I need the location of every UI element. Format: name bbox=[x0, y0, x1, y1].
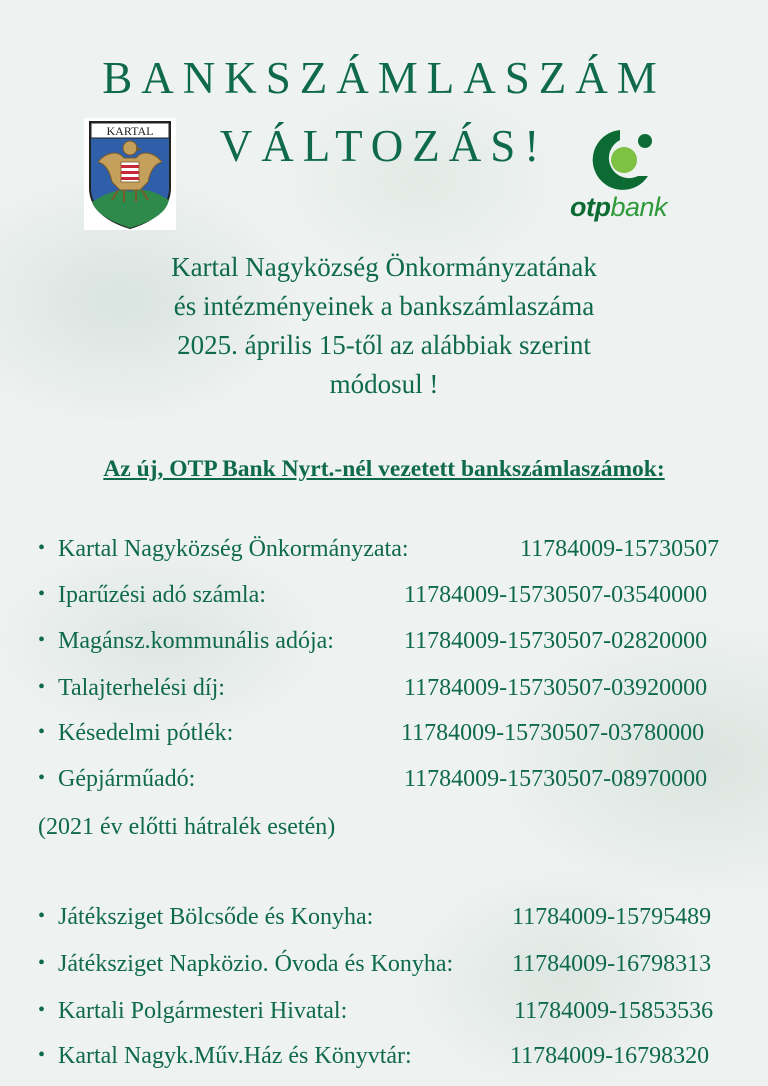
account-label: Iparűzési adó számla: bbox=[58, 582, 266, 608]
intro-line-4: módosul ! bbox=[329, 369, 439, 399]
bullet-icon: • bbox=[38, 1044, 46, 1066]
crest-label: KARTAL bbox=[106, 124, 154, 138]
account-number: 11784009-15730507-08970000 bbox=[404, 766, 708, 792]
intro-line-3: 2025. április 15-től az alábbiak szerint bbox=[177, 330, 591, 360]
title-line-2: VÁLTOZÁS! bbox=[219, 121, 549, 171]
accounts-subheading: Az új, OTP Bank Nyrt.-nél vezetett bankszámlaszámok: bbox=[103, 456, 665, 482]
account-row bbox=[38, 720, 705, 747]
bullet-icon: • bbox=[38, 767, 46, 789]
account-label: Kartali Polgármesteri Hivatal: bbox=[58, 998, 348, 1024]
account-number: 11784009-15730507-03920000 bbox=[404, 675, 708, 701]
account-label: Kartal Nagyk.Műv.Ház és Könyvtár: bbox=[58, 1043, 412, 1069]
intro-line-1: Kartal Nagyközség Önkormányzatának bbox=[171, 252, 597, 282]
account-number: 11784009-15730507-03780000 bbox=[401, 720, 705, 746]
bullet-icon: • bbox=[38, 999, 46, 1021]
account-number: 11784009-15730507-02820000 bbox=[404, 628, 708, 654]
bullet-icon: • bbox=[38, 583, 46, 605]
intro-line-2: és intézményeinek a bankszámlaszáma bbox=[173, 291, 595, 321]
account-number: 11784009-15730507 bbox=[520, 536, 720, 562]
account-row bbox=[38, 675, 708, 702]
account-row bbox=[38, 582, 708, 609]
account-label: Késedelmi pótlék: bbox=[58, 720, 234, 746]
account-row bbox=[38, 628, 708, 655]
account-label: Talajterhelési díj: bbox=[58, 675, 225, 701]
bullet-icon: • bbox=[38, 676, 46, 698]
bullet-icon: • bbox=[38, 721, 46, 743]
arrears-note: (2021 év előtti hátralék esetén) bbox=[38, 814, 336, 840]
bullet-icon: • bbox=[38, 905, 46, 927]
account-number: 11784009-15853536 bbox=[514, 998, 714, 1024]
account-row bbox=[38, 998, 714, 1025]
account-number: 11784009-16798313 bbox=[512, 951, 712, 977]
bullet-icon: • bbox=[38, 952, 46, 974]
account-label: Játéksziget Napközio. Óvoda és Konyha: bbox=[58, 951, 454, 977]
account-row bbox=[38, 536, 720, 563]
account-number: 11784009-15730507-03540000 bbox=[404, 582, 708, 608]
otp-wordmark-otp: otp bbox=[570, 192, 611, 222]
account-row bbox=[38, 766, 708, 793]
bullet-icon: • bbox=[38, 537, 46, 559]
account-number: 11784009-15795489 bbox=[512, 904, 712, 930]
account-number: 11784009-16798320 bbox=[510, 1043, 710, 1069]
kartal-coat-of-arms-icon bbox=[84, 118, 176, 230]
account-row bbox=[38, 951, 712, 978]
otp-wordmark-bank: bank bbox=[610, 192, 668, 222]
account-label: Gépjárműadó: bbox=[58, 766, 196, 792]
account-row bbox=[38, 1043, 710, 1070]
bullet-icon: • bbox=[38, 629, 46, 651]
intro-paragraph bbox=[0, 248, 768, 404]
account-row bbox=[38, 904, 712, 931]
title-line-1: BANKSZÁMLASZÁM bbox=[102, 53, 666, 103]
account-label: Kartal Nagyközség Önkormányzata: bbox=[58, 536, 409, 562]
otp-bank-wordmark bbox=[570, 192, 667, 223]
account-label: Játéksziget Bölcsőde és Konyha: bbox=[58, 904, 374, 930]
account-label: Magánsz.kommunális adója: bbox=[58, 628, 334, 654]
